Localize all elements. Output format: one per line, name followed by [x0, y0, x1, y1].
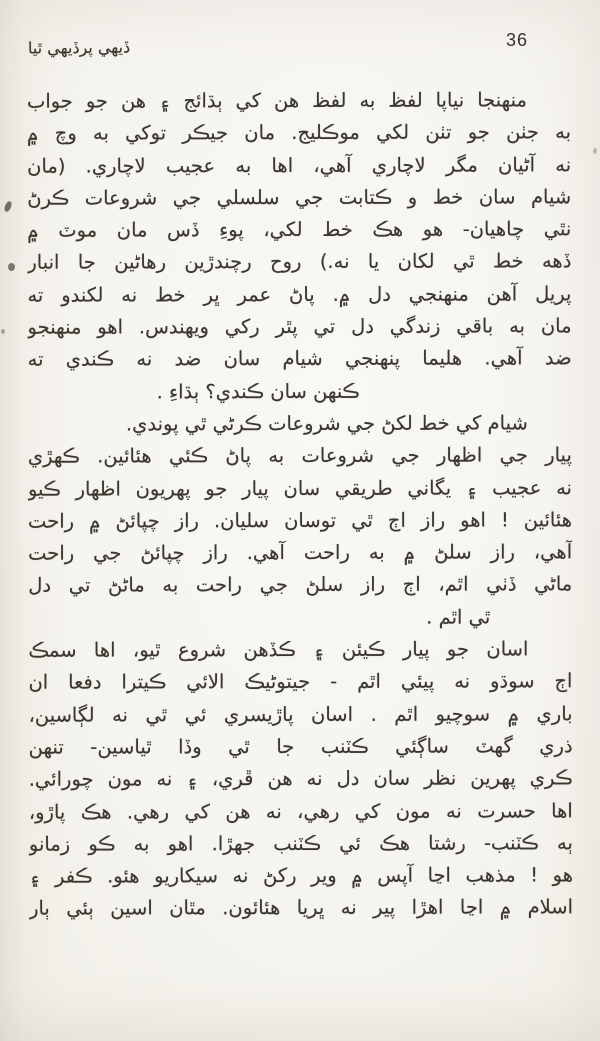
ink-speck	[3, 200, 12, 212]
text-line: نه عجيب ۽ يگاني طريقي سان پيار جو پهريون اظهار ڪيو	[27, 475, 572, 501]
text-line: اسان جو پيار ڪيئن ۽ ڪڏهن شروع ٿيو، اها سمڪ	[28, 637, 529, 662]
text-line: به جٺن جو تٺن لکي موڪليج. مان جيڪر توکي به وچ ۾	[26, 120, 572, 146]
text-line: ماڻي ڏٺي اٿم، اڄ راز سلڻ جي راحت به ماڻڻ تي دل	[28, 572, 573, 598]
ink-speck	[1, 329, 5, 334]
text-line: ڪنهن سان ڪندي؟ ٻڌاءِ .	[156, 379, 360, 404]
text-line: باري ۾ سوچيو اٿم . اسان پاڙيسري ئي ٿي نه لڳاسين،	[28, 701, 573, 727]
text-line: ڪري پهرين نظر سان دل نه هن ڦري، ۽ نه مون چورائي.	[28, 766, 573, 791]
text-line: آهي، راز سلڻ ۾ به راحت آهي. راز چپائڻ جي راحت	[28, 540, 573, 565]
text-line: ذري گهٽ ساڳئي ڪٽنب جا ٿي وڏا ٿياسين- تنهن	[28, 734, 573, 759]
text-line: ڏهه خط ٿي لکان يا نه.) روح رچندڙين رهاڻين جا انبار	[27, 249, 572, 275]
text-line: منهنجا نياپا لفظ به لفظ هن کي ٻڌائج ۽ هن جو جواب	[26, 88, 527, 113]
text-line: نٿي چاهيان- هو هڪ خط لکي، پوءِ ڏس مان موٽ ۾	[27, 217, 572, 242]
ink-speck	[8, 263, 15, 271]
text-line: اڄ سوڌو نه پيئي اٿم - جيتوڻيڪ الائي ڪيترا دفعا ان	[28, 669, 573, 695]
text-line: ضد آهي. هليما پنهنجي شيام سان ضد نه ڪندي ته	[27, 346, 572, 372]
text-line: هو ! مذهب اڃا آپس ۾ وير رکڻ نه سيکاريو هئو. ڪفر ۽	[28, 863, 573, 888]
text-line: شيام کي خط لکڻ جي شروعات ڪرڻي ٿي پوندي.	[125, 411, 528, 436]
text-line: نه آڻيان مگر لاچاري آهي، اها به عجيب لاچاري. (مان	[27, 152, 572, 178]
text-line: شيام سان خط و ڪتابت جي سلسلي جي شروعات ڪرڻ	[27, 185, 572, 210]
text-line: ٿي اٿم .	[426, 605, 491, 629]
ink-speck	[593, 148, 597, 154]
text-line: پريل آهن منهنجي دل ۾. پاڻ عمر ڀر خط نه لکندو ته	[27, 282, 572, 307]
text-line: پيار جي اظهار جي شروعات به پاڻ ڪئي هئائين. ڪهڙي	[27, 443, 572, 468]
text-line: هئائين ! اهو راز اڄ ٿي توسان سليان. راز چپائڻ ۾ راحت	[28, 508, 573, 533]
body-text	[27, 84, 573, 925]
text-line: اها حسرت نه مون کي رهي، نه هن کي رهي. هڪ پاڙو،	[28, 798, 573, 824]
page-number: 36	[506, 30, 529, 50]
text-line: ٻه ڪٽنب- رشتا هڪ ئي ڪٽنب جهڙا. اهو به ڪو زمانو	[28, 831, 573, 856]
running-title: ڏيهي پرڏيهي ٿيا	[27, 37, 131, 58]
text-line: مان به باقي زندگي دل تي پٿر رکي ويهندس. اهو منهنجو	[27, 314, 572, 339]
text-line: اسلام ۾ اڃا اهڙا پير نه ڀريا هئائون. مٿان اسين ٻئي ٻار	[29, 895, 574, 921]
